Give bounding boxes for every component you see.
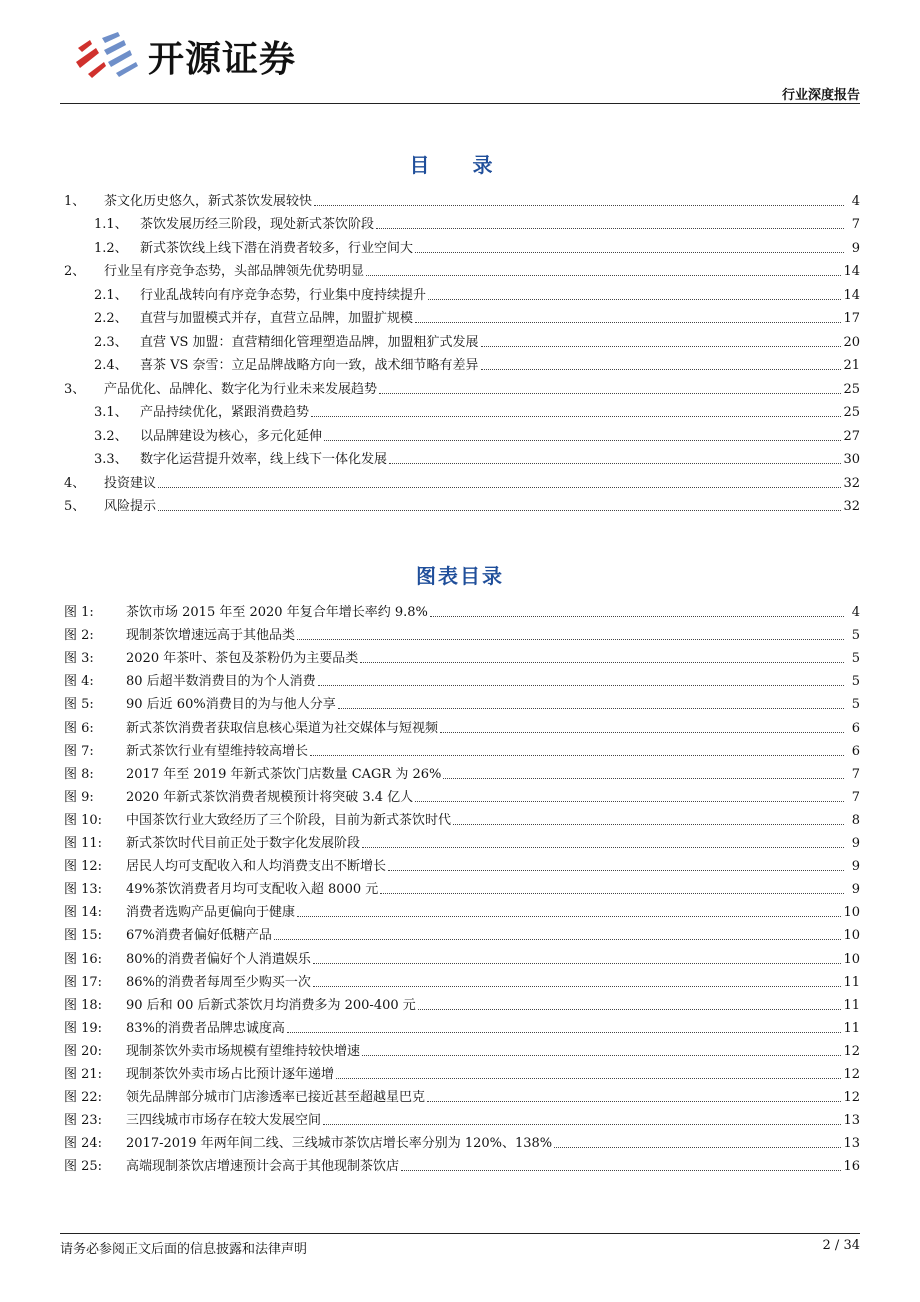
figure-entry[interactable] [60, 667, 860, 690]
figure-entry-number: 图 12: [64, 859, 103, 875]
figure-entry-text: 80 后超半数消费目的为个人消费 [126, 674, 316, 690]
figure-entry-number: 图 5: [64, 697, 94, 713]
toc-entry-text: 产品持续优化，紧跟消费趋势 [140, 405, 310, 420]
header-divider [60, 103, 860, 104]
toc-entry-number: 1、 [64, 193, 86, 209]
figure-entry-number: 图 18: [64, 997, 103, 1013]
toc-entry-text: 行业乱战转向有序竞争态势，行业集中度持续提升 [140, 287, 427, 303]
figure-entry-page: 12 [843, 1066, 860, 1082]
table-of-contents [60, 186, 860, 515]
figure-entry[interactable] [60, 713, 860, 736]
figure-entry-text: 83%的消费者品牌忠诚度高 [126, 1020, 285, 1036]
figure-entry-number: 图 4: [64, 674, 94, 690]
figure-entry[interactable] [60, 1106, 860, 1129]
figure-entry-page: 9 [851, 836, 860, 852]
report-type-label: 行业深度报告 [781, 88, 860, 103]
toc-entry-number: 4、 [64, 475, 86, 491]
figure-entry-text: 现制茶饮外卖市场规模有望维持较快增速 [126, 1043, 361, 1059]
figure-entry-page: 5 [851, 674, 860, 690]
toc-entry-text: 新式茶饮线上线下潜在消费者较多，行业空间大 [140, 240, 414, 256]
figure-entry-number: 图 17: [64, 974, 103, 990]
figure-entry-page: 12 [843, 1090, 860, 1106]
toc-entry-leader [366, 275, 841, 276]
figure-entry-leader [297, 639, 844, 640]
figure-entry-number: 图 6: [64, 720, 94, 736]
figure-entry[interactable] [60, 944, 860, 967]
figure-entry-number: 图 8: [64, 766, 94, 782]
toc-entry-page: 4 [851, 193, 860, 209]
toc-entry-leader [415, 252, 844, 253]
figure-entry-number: 图 13: [64, 882, 103, 898]
toc-entry-page: 21 [843, 358, 860, 373]
figure-entry-text: 2017-2019 年两年间二线、三线城市茶饮店增长率分别为 120%、138% [126, 1136, 553, 1152]
figure-index [60, 598, 860, 1175]
figure-entry[interactable] [60, 1060, 860, 1083]
figure-entry[interactable] [60, 921, 860, 944]
figure-entry[interactable] [60, 1014, 860, 1037]
figure-entry-leader [388, 870, 844, 871]
figure-entry[interactable] [60, 690, 860, 713]
figure-entry[interactable] [60, 644, 860, 667]
toc-entry-leader [379, 393, 841, 394]
figure-entry-page: 11 [843, 1020, 860, 1036]
figure-entry-leader [360, 662, 844, 663]
figure-entry-page: 11 [843, 974, 860, 990]
toc-entry-page: 17 [843, 311, 860, 326]
toc-entry[interactable] [60, 445, 860, 469]
figure-entry-leader [313, 963, 842, 964]
figure-entry-text: 80%的消费者偏好个人消遣娱乐 [126, 951, 311, 967]
toc-entry-text: 数字化运营提升效率，线上线下一体化发展 [140, 452, 388, 467]
toc-entry-page: 25 [843, 381, 860, 397]
toc-entry-text: 茶饮发展历经三阶段，现处新式茶饮阶段 [140, 217, 375, 232]
toc-entry-page: 14 [843, 264, 860, 279]
figure-entry-number: 图 7: [64, 743, 94, 759]
figure-entry[interactable] [60, 783, 860, 806]
toc-entry-number: 1.1、 [94, 217, 128, 232]
figure-entry[interactable] [60, 852, 860, 875]
figure-entry-text: 现制茶饮外卖市场占比预计逐年递增 [126, 1066, 335, 1082]
toc-entry[interactable] [60, 304, 860, 328]
figure-entry[interactable] [60, 829, 860, 852]
toc-entry-leader [324, 440, 841, 441]
toc-entry-page: 27 [843, 428, 860, 444]
figure-entry-leader [313, 986, 842, 987]
toc-entry-text: 风险提示 [104, 499, 157, 514]
figure-entry-leader [310, 755, 844, 756]
figure-entry-text: 新式茶饮行业有望维持较高增长 [126, 743, 309, 759]
toc-entry-page: 32 [843, 475, 860, 491]
figure-entry-page: 5 [851, 651, 860, 667]
toc-entry-number: 2.2、 [94, 311, 128, 326]
figure-entry-number: 图 16: [64, 951, 103, 967]
toc-entry-number: 2.3、 [94, 334, 128, 350]
toc-entry[interactable] [60, 492, 860, 516]
figure-entry-number: 图 14: [64, 905, 103, 921]
figure-entry-text: 中国茶饮行业大致经历了三个阶段，目前为新式茶饮时代 [126, 812, 452, 828]
toc-entry-number: 3、 [64, 381, 86, 397]
figure-entry-page: 9 [851, 882, 860, 898]
figure-entry-text: 86%的消费者每周至少购买一次 [126, 974, 311, 990]
figure-entry[interactable] [60, 898, 860, 921]
figure-entry[interactable] [60, 968, 860, 991]
figure-entry-number: 图 20: [64, 1043, 103, 1059]
kaiyuan-logo-icon [74, 30, 140, 78]
figure-entry-page: 7 [851, 789, 860, 805]
toc-entry-number: 2.4、 [94, 358, 128, 373]
toc-entry-number: 2.1、 [94, 287, 128, 303]
figure-entry-text: 90 后近 60%消费目的为与他人分享 [126, 697, 336, 713]
figure-entry[interactable] [60, 875, 860, 898]
figure-entry-page: 5 [851, 628, 860, 644]
toc-entry-text: 茶文化历史悠久，新式茶饮发展较快 [104, 193, 313, 209]
figure-entry-text: 2020 年茶叶、茶包及茶粉仍为主要品类 [126, 651, 359, 667]
figure-entry[interactable] [60, 1129, 860, 1152]
figure-entry-leader [401, 1170, 841, 1171]
toc-entry-text: 直营 VS 加盟：直营精细化管理塑造品牌，加盟粗犷式发展 [140, 334, 479, 350]
figure-entry-text: 新式茶饮消费者获取信息核心渠道为社交媒体与短视频 [126, 720, 439, 736]
toc-entry-text: 以品牌建设为核心，多元化延伸 [140, 428, 323, 444]
figure-entry-page: 5 [851, 697, 860, 713]
figure-entry-text: 三四线城市市场存在较大发展空间 [126, 1113, 322, 1129]
figure-entry-leader [443, 778, 844, 779]
figure-entry-page: 16 [843, 1159, 860, 1175]
toc-entry-text: 直营与加盟模式并存，直营立品牌，加盟扩规模 [140, 311, 414, 326]
toc-entry-number: 3.2、 [94, 428, 128, 444]
toc-entry[interactable] [60, 233, 860, 257]
toc-entry-leader [376, 228, 844, 229]
figure-entry[interactable] [60, 1083, 860, 1106]
toc-entry-number: 5、 [64, 499, 86, 514]
figure-entry[interactable] [60, 621, 860, 644]
toc-entry-leader [158, 487, 841, 488]
toc-entry[interactable] [60, 374, 860, 398]
figure-entry-number: 图 1: [64, 605, 94, 621]
toc-entry-leader [415, 322, 841, 323]
toc-entry-page: 32 [843, 499, 860, 514]
figure-entry-text: 2017 年至 2019 年新式茶饮门店数量 CAGR 为 26% [126, 766, 442, 782]
figure-entry-text: 领先品牌部分城市门店渗透率已接近甚至超越星巴克 [126, 1090, 426, 1106]
figure-entry[interactable] [60, 760, 860, 783]
toc-entry[interactable] [60, 421, 860, 445]
figure-entry-page: 6 [851, 720, 860, 736]
figure-entry-text: 现制茶饮增速远高于其他品类 [126, 628, 296, 644]
figure-entry-text: 2020 年新式茶饮消费者规模预计将突破 3.4 亿人 [126, 789, 414, 805]
toc-entry-leader [428, 299, 841, 300]
figure-entry-page: 13 [843, 1113, 860, 1129]
figure-index-title: 图表目录 [416, 564, 504, 588]
figure-entry[interactable] [60, 737, 860, 760]
figure-entry-leader [318, 685, 844, 686]
toc-entry[interactable] [60, 468, 860, 492]
footer-disclaimer: 请务必参阅正文后面的信息披露和法律声明 [60, 1242, 308, 1257]
toc-entry-page: 20 [843, 334, 860, 350]
figure-entry-number: 图 9: [64, 789, 94, 805]
toc-entry-page: 7 [851, 217, 860, 232]
toc-entry[interactable] [60, 398, 860, 422]
figure-entry-number: 图 24: [64, 1136, 103, 1152]
figure-entry-leader [415, 801, 844, 802]
toc-entry-text: 行业呈有序竞争态势，头部品牌领先优势明显 [104, 264, 365, 279]
figure-entry-number: 图 19: [64, 1020, 103, 1036]
toc-entry-leader [389, 463, 841, 464]
figure-entry-page: 9 [851, 859, 860, 875]
figure-entry-page: 10 [843, 951, 860, 967]
figure-entry[interactable] [60, 991, 860, 1014]
toc-entry-leader [481, 369, 842, 370]
figure-entry-leader [418, 1009, 842, 1010]
figure-entry-leader [297, 916, 841, 917]
figure-entry-leader [362, 847, 844, 848]
figure-entry-number: 图 23: [64, 1113, 103, 1129]
figure-entry-number: 图 10: [64, 812, 103, 828]
toc-entry-leader [481, 346, 842, 347]
figure-entry[interactable] [60, 1152, 860, 1175]
figure-entry-leader [430, 616, 844, 617]
toc-entry-leader [158, 510, 841, 511]
toc-entry-text: 喜茶 VS 奈雪：立足品牌战略方向一致，战术细节略有差异 [140, 358, 479, 373]
company-name: 开源证券 [148, 39, 297, 80]
figure-entry-leader [427, 1101, 841, 1102]
figure-entry-text: 67%消费者偏好低糖产品 [126, 928, 272, 944]
toc-entry-page: 30 [843, 452, 860, 467]
figure-entry-number: 图 22: [64, 1090, 103, 1106]
figure-entry-text: 居民人均可支配收入和人均消费支出不断增长 [126, 859, 387, 875]
toc-entry-page: 14 [843, 287, 860, 303]
figure-entry-number: 图 15: [64, 928, 103, 944]
figure-entry-page: 7 [851, 766, 860, 782]
toc-entry[interactable] [60, 210, 860, 234]
toc-entry[interactable] [60, 351, 860, 375]
figure-entry-text: 高端现制茶饮店增速预计会高于其他现制茶饮店 [126, 1159, 400, 1175]
page-number: 2 / 34 [822, 1238, 860, 1253]
toc-entry[interactable] [60, 257, 860, 281]
toc-entry-page: 9 [851, 240, 860, 256]
toc-entry-number: 1.2、 [94, 240, 128, 256]
figure-entry-leader [362, 1055, 841, 1056]
figure-entry-leader [453, 824, 844, 825]
figure-entry-text: 茶饮市场 2015 年至 2020 年复合年增长率约 9.8% [126, 605, 428, 621]
toc-entry-page: 25 [843, 405, 860, 420]
toc-entry-text: 产品优化、品牌化、数字化为行业未来发展趋势 [104, 381, 378, 397]
figure-entry-page: 12 [843, 1043, 860, 1059]
toc-title: 目 录 [409, 153, 511, 177]
figure-entry-page: 10 [843, 905, 860, 921]
footer-divider [60, 1233, 860, 1234]
figure-entry-text: 新式茶饮时代目前正处于数字化发展阶段 [126, 836, 361, 852]
figure-entry-number: 图 3: [64, 651, 94, 667]
toc-entry[interactable] [60, 186, 860, 210]
figure-entry-number: 图 25: [64, 1159, 103, 1175]
figure-entry-leader [338, 708, 844, 709]
figure-entry-leader [336, 1078, 841, 1079]
toc-entry-leader [311, 416, 841, 417]
figure-entry-page: 6 [851, 743, 860, 759]
figure-entry-number: 图 21: [64, 1066, 103, 1082]
figure-entry-leader [380, 893, 844, 894]
figure-entry-leader [287, 1032, 842, 1033]
figure-entry-page: 11 [843, 997, 860, 1013]
figure-entry-number: 图 2: [64, 628, 94, 644]
figure-entry-number: 图 11: [64, 836, 103, 852]
page-header [0, 0, 920, 104]
figure-entry-page: 10 [843, 928, 860, 944]
figure-entry-leader [440, 732, 844, 733]
toc-entry-number: 3.3、 [94, 452, 128, 467]
figure-entry-page: 8 [851, 812, 860, 828]
figure-entry-page: 13 [843, 1136, 860, 1152]
figure-entry-leader [554, 1147, 841, 1148]
figure-entry[interactable] [60, 806, 860, 829]
toc-entry-leader [314, 205, 844, 206]
toc-entry[interactable] [60, 327, 860, 351]
toc-entry-number: 2、 [64, 264, 86, 279]
toc-entry-text: 投资建议 [104, 475, 157, 491]
figure-entry-page: 4 [851, 605, 860, 621]
figure-entry[interactable] [60, 1037, 860, 1060]
figure-entry-text: 消费者选购产品更偏向于健康 [126, 905, 296, 921]
figure-entry-leader [274, 939, 842, 940]
toc-entry-number: 3.1、 [94, 405, 128, 420]
figure-entry-text: 90 后和 00 后新式茶饮月均消费多为 200-400 元 [126, 997, 416, 1013]
toc-entry[interactable] [60, 280, 860, 304]
figure-entry-text: 49%茶饮消费者月均可支配收入超 8000 元 [126, 882, 379, 898]
figure-entry[interactable] [60, 598, 860, 621]
figure-entry-leader [323, 1124, 841, 1125]
